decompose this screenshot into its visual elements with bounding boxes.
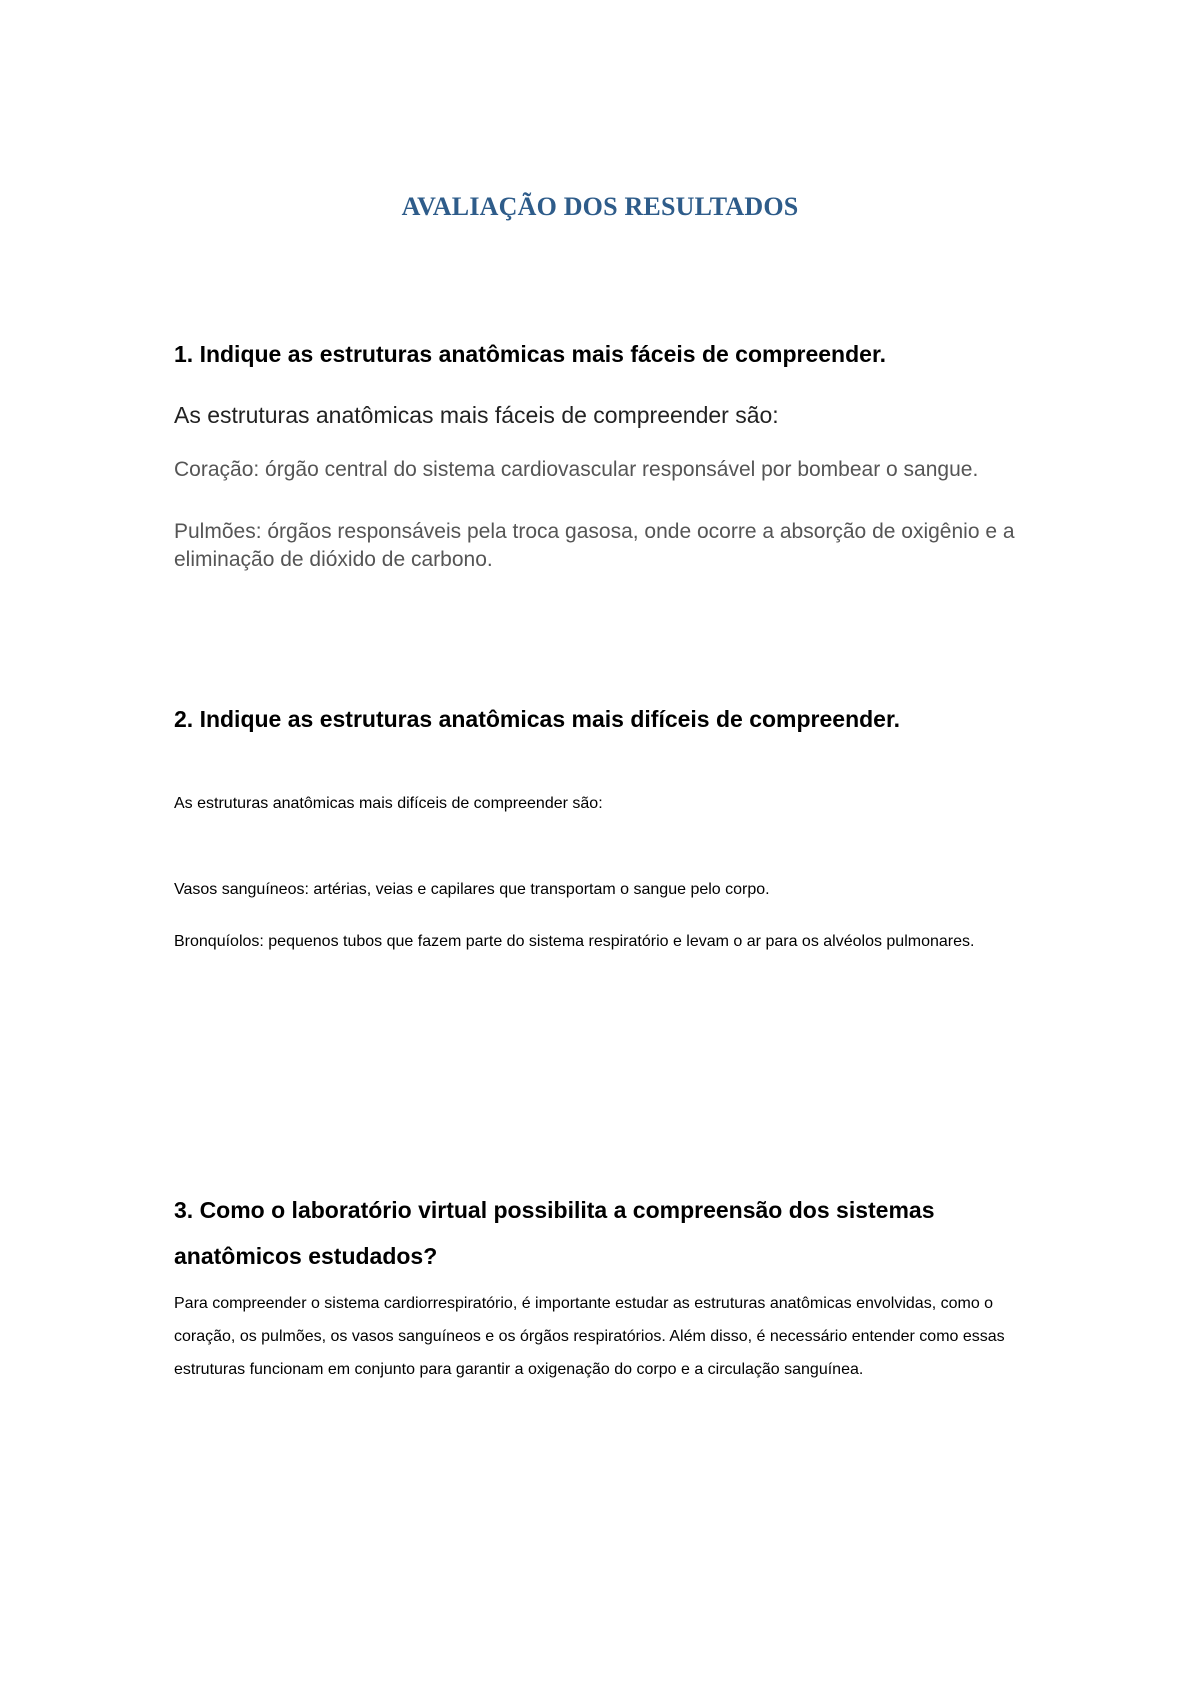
question-1-item-lungs: Pulmões: órgãos responsáveis pela troca gasosa, onde ocorre a absorção de oxigênio e a eliminação de dióxido de carbono. xyxy=(174,520,1015,571)
question-2-intro: As estruturas anatômicas mais difíceis de compreender são: xyxy=(174,795,603,812)
question-2-item-bronchioles: Bronquíolos: pequenos tubos que fazem parte do sistema respiratório e levam o ar para os alvéolos pulmonares. xyxy=(174,933,975,950)
question-2-heading: 2. Indique as estruturas anatômicas mais difíceis de compreender. xyxy=(174,706,901,732)
question-1-heading: 1. Indique as estruturas anatômicas mais fáceis de compreender. xyxy=(174,341,887,367)
question-1-item-heart: Coração: órgão central do sistema cardiovascular responsável por bombear o sangue. xyxy=(174,458,979,481)
question-3-heading: 3. Como o laboratório virtual possibilita a compreensão dos sistemas anatômicos estudados? xyxy=(174,1197,935,1269)
question-2-item-vessels: Vasos sanguíneos: artérias, veias e capilares que transportam o sangue pelo corpo. xyxy=(174,881,770,898)
question-3-answer: Para compreender o sistema cardiorrespiratório, é importante estudar as estruturas anatômicas envolvidas, como o coração, os pulmões, os vasos sanguíneos e os órgãos respiratórios. Além disso, é necessário entender como essas estruturas funcionam em conjunto para garantir a oxigenação do corpo e a circulação sanguínea. xyxy=(174,1295,1005,1378)
question-1-intro: As estruturas anatômicas mais fáceis de compreender são: xyxy=(174,402,779,428)
document-title: AVALIAÇÃO DOS RESULTADOS xyxy=(401,192,799,221)
